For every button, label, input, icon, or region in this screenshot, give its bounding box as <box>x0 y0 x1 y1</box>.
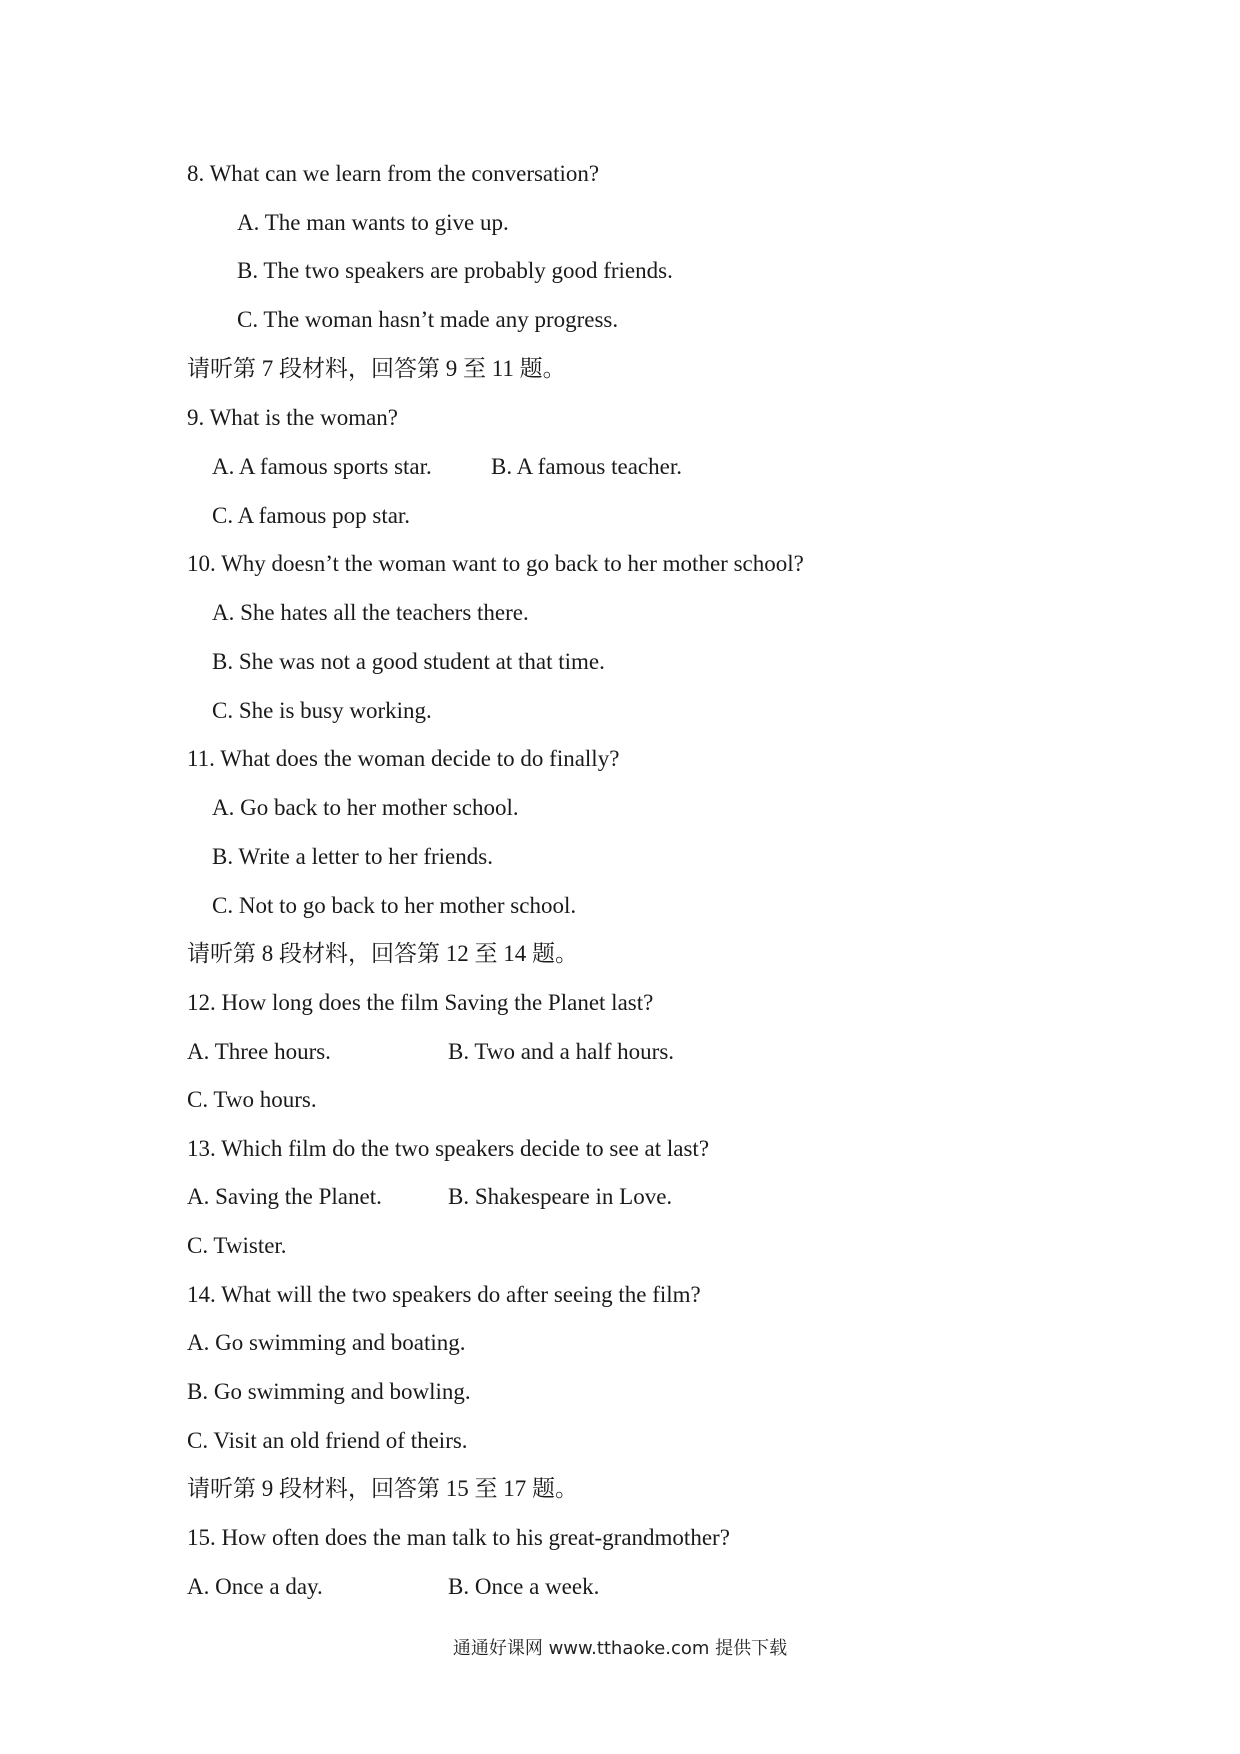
text-line: B. Write a letter to her friends. <box>212 844 493 869</box>
text-line: 12. How long does the film Saving the Planet last? <box>187 990 654 1015</box>
text-line: A. Once a day. <box>187 1574 323 1599</box>
text-line: C. Not to go back to her mother school. <box>212 893 577 918</box>
text-line: A. Go back to her mother school. <box>212 795 519 820</box>
text-line: 11. What does the woman decide to do finally? <box>187 746 620 771</box>
text-line: B. Go swimming and bowling. <box>187 1379 471 1404</box>
text-line: C. Visit an old friend of theirs. <box>187 1428 468 1453</box>
text-line: B. The two speakers are probably good friends. <box>237 258 673 283</box>
text-line: B. A famous teacher. <box>491 454 682 479</box>
text-line: B. She was not a good student at that time. <box>212 649 605 674</box>
text-line: C. Twister. <box>187 1233 287 1258</box>
text-line: A. She hates all the teachers there. <box>212 600 529 625</box>
text-line: C. The woman hasn’t made any progress. <box>237 307 619 332</box>
text-line: C. A famous pop star. <box>212 503 411 528</box>
text-line: B. Shakespeare in Love. <box>448 1184 673 1209</box>
text-line: A. The man wants to give up. <box>237 210 509 235</box>
text-line: C. She is busy working. <box>212 698 432 723</box>
text-line: A. Three hours. <box>187 1039 331 1064</box>
text-line: A. A famous sports star. <box>212 454 432 479</box>
text-line: 9. What is the woman? <box>187 405 398 430</box>
text-line: 请听第 9 段材料，回答第 15 至 17 题。 <box>187 1476 578 1501</box>
text-line: 请听第 8 段材料，回答第 12 至 14 题。 <box>187 941 578 966</box>
text-line: A. Go swimming and boating. <box>187 1330 466 1355</box>
text-line: 10. Why doesn’t the woman want to go back to her mother school? <box>187 551 804 576</box>
text-line: 14. What will the two speakers do after seeing the film? <box>187 1282 701 1307</box>
text-line: 15. How often does the man talk to his great-grandmother? <box>187 1525 730 1550</box>
text-line: B. Two and a half hours. <box>448 1039 675 1064</box>
text-line: 8. What can we learn from the conversation? <box>187 161 600 186</box>
footer-credit: 通通好课网 www.tthaoke.com 提供下载 <box>452 1638 788 1659</box>
text-line: 请听第 7 段材料，回答第 9 至 11 题。 <box>187 356 566 381</box>
text-line: B. Once a week. <box>448 1574 600 1599</box>
text-line: C. Two hours. <box>187 1087 317 1112</box>
text-line: 13. Which film do the two speakers decide to see at last? <box>187 1136 710 1161</box>
text-line: A. Saving the Planet. <box>187 1184 382 1209</box>
